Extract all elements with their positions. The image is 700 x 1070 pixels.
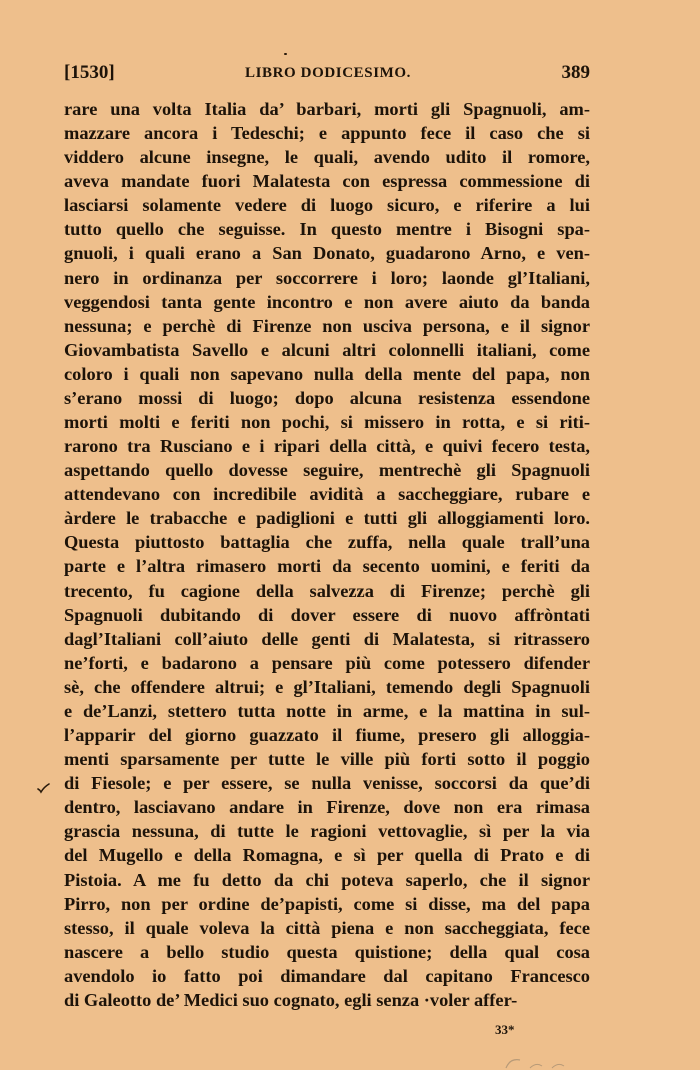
text-line: coloro i quali non sapevano nulla della mente del papa, non <box>64 363 590 384</box>
text-line: mazzare ancora i Tedeschi; e appunto fece il caso che si <box>64 123 590 144</box>
signature-mark: 33* <box>495 1022 515 1037</box>
page-number: 389 <box>561 62 590 83</box>
header-year: [1530] <box>64 62 115 83</box>
text-line: del Mugello e della Romagna, e sì per quella di Prato e di <box>64 845 590 866</box>
running-header <box>64 62 592 88</box>
ink-speck <box>284 53 287 55</box>
body-text <box>64 97 590 1012</box>
text-line: morti molti e feriti non pochi, si missero in rotta, e si riti- <box>64 412 590 433</box>
text-line: viddero alcune insegne, le quali, avendo udito il romore, <box>64 147 590 168</box>
text-line: dagl’Italiani coll’aiuto delle genti di Malatesta, si ritrassero <box>64 628 590 649</box>
text-line: nero in ordinanza per soccorrere i loro; laonde gl’Italiani, <box>64 267 590 288</box>
text-line: Pirro, non per ordine de’papisti, come si disse, ma del papa <box>64 893 590 914</box>
text-line: tutto quello che seguisse. In questo mentre i Bisogni spa- <box>64 219 590 240</box>
text-line: avendolo io fatto poi dimandare dal capitano Francesco <box>64 965 590 986</box>
text-line: lasciarsi solamente vedere di luogo sicuro, e riferire a lui <box>64 195 590 216</box>
margin-check-mark-icon <box>36 782 52 794</box>
text-line: rare una volta Italia da’ barbari, morti gli Spagnuoli, am- <box>64 99 590 119</box>
text-line: Pistoia. A me fu detto da chi poteva saperlo, che il signor <box>64 869 590 890</box>
text-line: Giovambatista Savello e alcuni altri colonnelli italiani, come <box>64 339 590 360</box>
text-line: sè, che offendere altrui; e gl’Italiani, temendo degli Spagnuoli <box>64 676 590 697</box>
text-line: nessuna; e perchè di Firenze non usciva persona, e il signor <box>64 315 590 336</box>
text-line: grascia nessuna, di tutte le ragioni vettovaglie, sì per la via <box>64 821 590 842</box>
text-line: di Galeotto de’ Medici suo cognato, egli senza ·voler affer- <box>64 989 518 1010</box>
text-line: rarono tra Rusciano e i ripari della città, e quivi fecero testa, <box>64 436 590 457</box>
text-line: àrdere le trabacche e padiglioni e tutti gli alloggiamenti loro. <box>64 508 590 529</box>
text-line: dentro, lasciavano andare in Firenze, dove non era rimasa <box>64 797 590 818</box>
text-line: parte e l’altra rimasero morti da secento uomini, e feriti da <box>64 556 590 577</box>
header-title: LIBRO DODICESIMO. <box>244 65 412 81</box>
text-line: di Fiesole; e per essere, se nulla venisse, soccorsi da que’di <box>64 773 590 794</box>
text-line: trecento, fu cagione della salvezza di Firenze; perchè gli <box>64 580 590 601</box>
text-line: l’apparir del giorno guazzato il fiume, presero gli alloggia- <box>64 725 590 746</box>
text-line: menti sparsamente per tutte le ville più forti sotto il poggio <box>64 749 590 770</box>
text-line: ne’forti, e badarono a pensare più come potessero difender <box>64 652 590 673</box>
text-line: attendevano con incredibile avidità a saccheggiare, rubare e <box>64 484 590 505</box>
text-line: Questa piuttosto battaglia che zuffa, nella quale trall’una <box>64 532 590 553</box>
text-line: veggendosi tanta gente incontro e non avere aiuto da banda <box>64 291 590 312</box>
text-line: s’erano mossi di luogo; dopo alcuna resistenza essendone <box>64 387 590 408</box>
text-line: nascere a bello studio questa quistione; della qual cosa <box>64 941 590 962</box>
text-line: e de’Lanzi, stettero tutta notte in arme, e la mattina in sul- <box>64 700 590 721</box>
text-line: Spagnuoli dubitando di dover essere di nuovo affròntati <box>64 604 590 625</box>
text-line: stesso, il quale voleva la città piena e non saccheggiata, fece <box>64 917 590 938</box>
text-line: aveva mandate fuori Malatesta con espressa commessione di <box>64 171 590 192</box>
text-line: gnuoli, i quali erano a San Donato, guadarono Arno, e ven- <box>64 243 590 264</box>
text-line: aspettando quello dovesse seguire, mentrechè gli Spagnuoli <box>64 460 590 481</box>
faded-watermark-icon <box>496 1050 586 1070</box>
